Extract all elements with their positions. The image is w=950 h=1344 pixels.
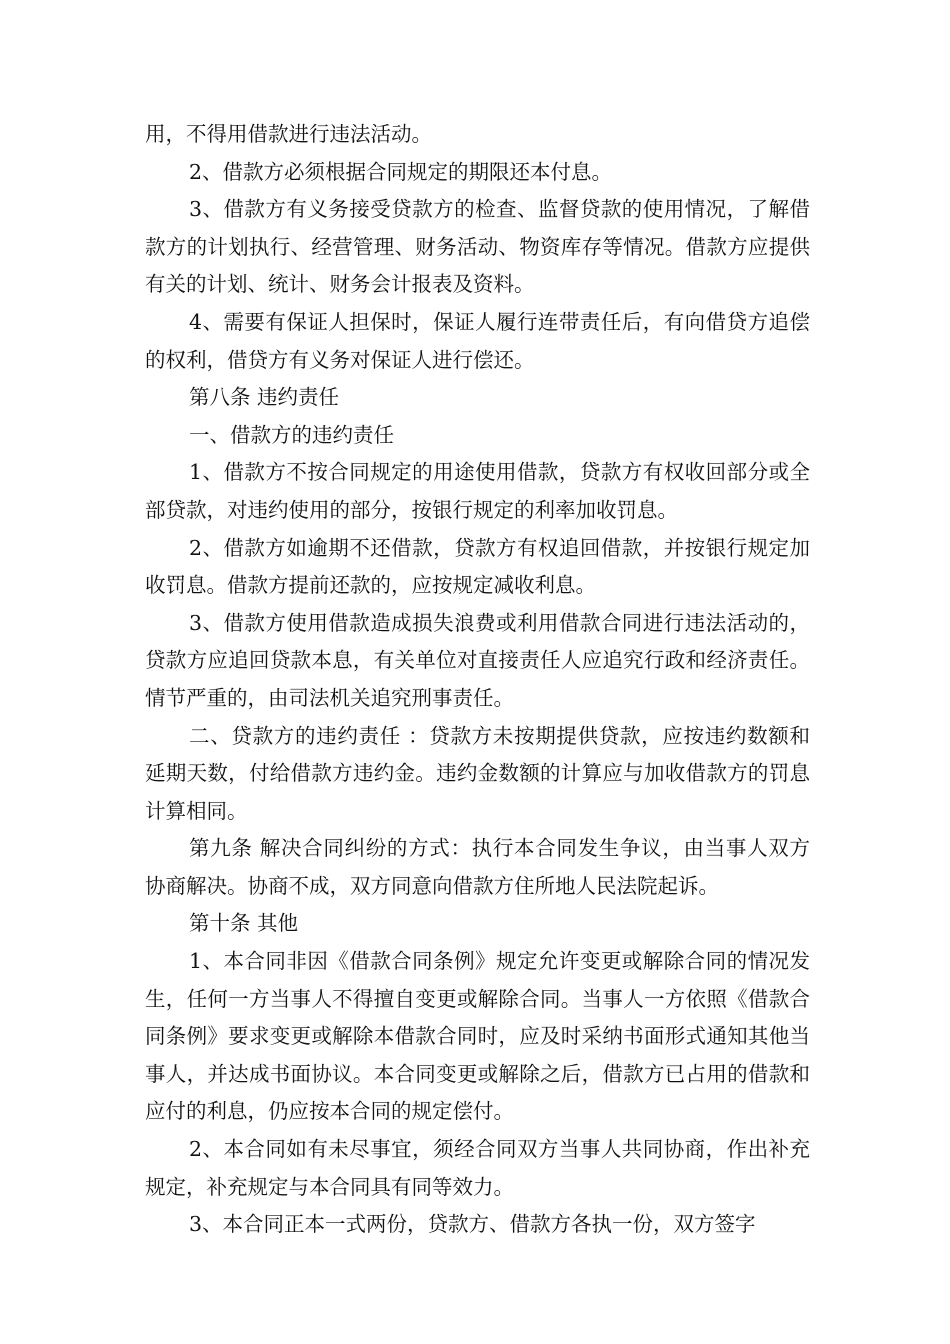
paragraph-8: 2、借款方如逾期不还借款，贷款方有权追回借款，并按银行规定加收罚息。借款方提前还款的，应按规定减收利息。 — [145, 535, 810, 598]
paragraph-9: 3、借款方使用借款造成损失浪费或利用借款合同进行违法活动的，贷款方应追回贷款本息，有关单位对直接责任人应追究行政和经济责任。情节严重的，由司法机关追究刑事责任。 — [145, 610, 810, 710]
paragraph-13: 1、本合同非因《借款合同条例》规定允许变更或解除合同的情况发生，任何一方当事人不得擅自变更或解除合同。当事人一方依照《借款合同条例》要求变更或解除本借款合同时，应及时采纳书面形式通知其他当事人，并达成书面协议。本合同变更或解除之后，借款方已占用的借款和应付的利息，仍应按本合同的规定偿付。 — [145, 949, 810, 1124]
paragraph-7: 1、借款方不按合同规定的用途使用借款，贷款方有权收回部分或全部贷款，对违约使用的部分，按银行规定的利率加收罚息。 — [145, 460, 810, 522]
paragraph-3: 3、借款方有义务接受贷款方的检查、监督贷款的使用情况，了解借款方的计划执行、经营管理、财务活动、物资库存等情况。借款方应提供有关的计划、统计、财务会计报表及资料。 — [145, 197, 810, 297]
paragraph-1: 用，不得用借款进行违法活动。 — [145, 122, 432, 146]
paragraph-15: 3、本合同正本一式两份，贷款方、借款方各执一份，双方签字 — [189, 1212, 756, 1237]
section-borrower-liability-heading: 一、借款方的违约责任 — [189, 422, 394, 447]
article-10-heading: 第十条 其他 — [189, 911, 299, 936]
document-body — [145, 116, 810, 1244]
paragraph-2: 2、借款方必须根据合同规定的期限还本付息。 — [189, 159, 613, 184]
paragraph-14: 2、本合同如有未尽事宜，须经合同双方当事人共同协商，作出补充规定，补充规定与本合同具有同等效力。 — [145, 1137, 810, 1199]
paragraph-4: 4、需要有保证人担保时，保证人履行连带责任后，有向借贷方追偿的权利，借贷方有义务对保证人进行偿还。 — [145, 309, 810, 372]
section-lender-liability: 二、贷款方的违约责任 ：贷款方未按期提供贷款，应按违约数额和延期天数，付给借款方违约金。违约金数额的计算应与加收借款方的罚息计算相同。 — [145, 723, 810, 823]
article-9-dispute-resolution: 第九条 解决合同纠纷的方式：执行本合同发生争议，由当事人双方协商解决。协商不成，双方同意向借款方住所地人民法院起诉。 — [145, 836, 810, 898]
article-8-heading: 第八条 违约责任 — [189, 385, 340, 410]
